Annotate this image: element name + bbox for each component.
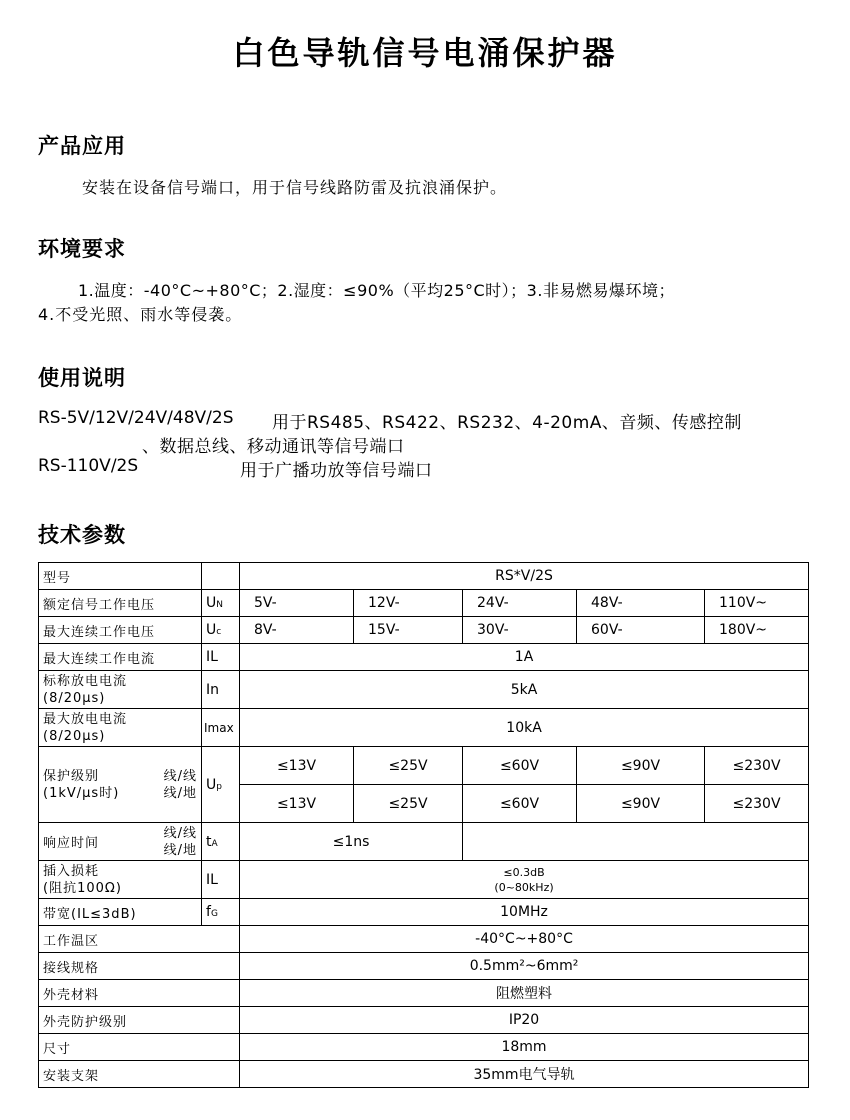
symbol-imax: Imax (202, 709, 240, 747)
table-row (39, 1061, 809, 1088)
application-text: 安装在设备信号端口，用于信号线路防雷及抗浪涌保护。 (82, 178, 508, 197)
row-label-protect: 保护级别 (1kV/μs时) 线/线 线/地 (39, 747, 202, 823)
protect-value: ≤60V (463, 747, 577, 785)
symbol-ta: tA (202, 823, 240, 861)
table-row (39, 823, 809, 861)
table-row (39, 953, 809, 980)
row-label-mount: 安装支架 (39, 1061, 240, 1088)
row-label-wiring: 接线规格 (39, 953, 240, 980)
shell-value: 阻燃塑料 (240, 980, 809, 1007)
wiring-value: 0.5mm²~6mm² (240, 953, 809, 980)
protect-value: ≤25V (354, 747, 463, 785)
symbol-il: IL (202, 644, 240, 671)
protect-value: ≤25V (354, 785, 463, 823)
section-heading-application: 产品应用 (38, 134, 126, 158)
size-value: 18mm (240, 1034, 809, 1061)
table-row (39, 590, 809, 617)
symbol-un: UN (202, 590, 240, 617)
table-row (39, 617, 809, 644)
row-label-rated: 额定信号工作电压 (39, 590, 202, 617)
mount-value: 35mm电气导轨 (240, 1061, 809, 1088)
table-row (39, 709, 809, 747)
maxcont-v-value: 180V~ (705, 617, 809, 644)
table-row (39, 980, 809, 1007)
maxcont-v-value: 60V- (577, 617, 705, 644)
protect-value: ≤90V (577, 785, 705, 823)
response-value: ≤1ns (240, 823, 463, 861)
row-label-maxcont-v: 最大连续工作电压 (39, 617, 202, 644)
protect-value: ≤90V (577, 747, 705, 785)
usage-model-2: RS-110V/2S (38, 456, 139, 476)
section-heading-usage: 使用说明 (38, 366, 126, 390)
symbol-in: In (202, 671, 240, 709)
table-row (39, 1034, 809, 1061)
protect-value: ≤13V (240, 747, 354, 785)
maxcont-i-value: 1A (240, 644, 809, 671)
maxcont-v-value: 30V- (463, 617, 577, 644)
symbol-uc: Uc (202, 617, 240, 644)
table-row (39, 671, 809, 709)
usage-model-1: RS-5V/12V/24V/48V/2S (38, 408, 234, 428)
page-title: 白色导轨信号电涌保护器 (232, 34, 618, 72)
section-heading-tech: 技术参数 (38, 523, 126, 547)
rated-value: 5V- (240, 590, 354, 617)
nominal-value: 5kA (240, 671, 809, 709)
protect-value: ≤13V (240, 785, 354, 823)
table-row (39, 644, 809, 671)
section-heading-environment: 环境要求 (38, 237, 126, 261)
row-label-response: 响应时间 线/线 线/地 (39, 823, 202, 861)
empty-cell (463, 823, 809, 861)
row-label-bandwidth: 带宽(IL≤3dB) (39, 899, 202, 926)
protect-value: ≤230V (705, 747, 809, 785)
row-label-maxdis: 最大放电电流 (8/20μs) (39, 709, 202, 747)
rated-value: 110V~ (705, 590, 809, 617)
rated-value: 24V- (463, 590, 577, 617)
temp-value: -40°C~+80°C (240, 926, 809, 953)
table-row (39, 1007, 809, 1034)
symbol-up: Up (202, 747, 240, 823)
row-label-temp: 工作温区 (39, 926, 240, 953)
row-label-nominal: 标称放电电流 (8/20μs) (39, 671, 202, 709)
bandwidth-value: 10MHz (240, 899, 809, 926)
symbol-il-insertion: IL (202, 861, 240, 899)
environment-line-2: 4.不受光照、雨水等侵袭。 (38, 305, 243, 324)
row-label-maxcont-i: 最大连续工作电流 (39, 644, 202, 671)
table-row (39, 861, 809, 899)
table-row (39, 899, 809, 926)
maxdis-value: 10kA (240, 709, 809, 747)
row-label-model: 型号 (39, 563, 202, 590)
row-label-shell: 外壳材料 (39, 980, 240, 1007)
table-row (39, 563, 809, 590)
usage-desc-2: 用于广播功放等信号端口 (240, 461, 433, 481)
protect-value: ≤230V (705, 785, 809, 823)
maxcont-v-value: 8V- (240, 617, 354, 644)
model-value: RS*V/2S (240, 563, 809, 590)
ip-value: IP20 (240, 1007, 809, 1034)
rated-value: 12V- (354, 590, 463, 617)
usage-desc-1-cont: 、数据总线、移动通讯等信号端口 (142, 437, 405, 457)
rated-value: 48V- (577, 590, 705, 617)
symbol-fg: fG (202, 899, 240, 926)
empty-cell (202, 563, 240, 590)
usage-desc-1: 用于RS485、RS422、RS232、4-20mA、音频、传感控制 (272, 413, 742, 433)
table-row (39, 747, 809, 785)
environment-line-1: 1.温度：-40°C~+80°C；2.湿度：≤90%（平均25°C时）；3.非易燃易爆环境； (78, 281, 675, 300)
insertion-value: ≤0.3dB (0~80kHz) (240, 861, 809, 899)
spec-table (38, 562, 809, 1088)
row-label-size: 尺寸 (39, 1034, 240, 1061)
row-label-insertion: 插入损耗 (阻抗100Ω) (39, 861, 202, 899)
protect-value: ≤60V (463, 785, 577, 823)
table-row (39, 926, 809, 953)
row-label-ip: 外壳防护级别 (39, 1007, 240, 1034)
maxcont-v-value: 15V- (354, 617, 463, 644)
